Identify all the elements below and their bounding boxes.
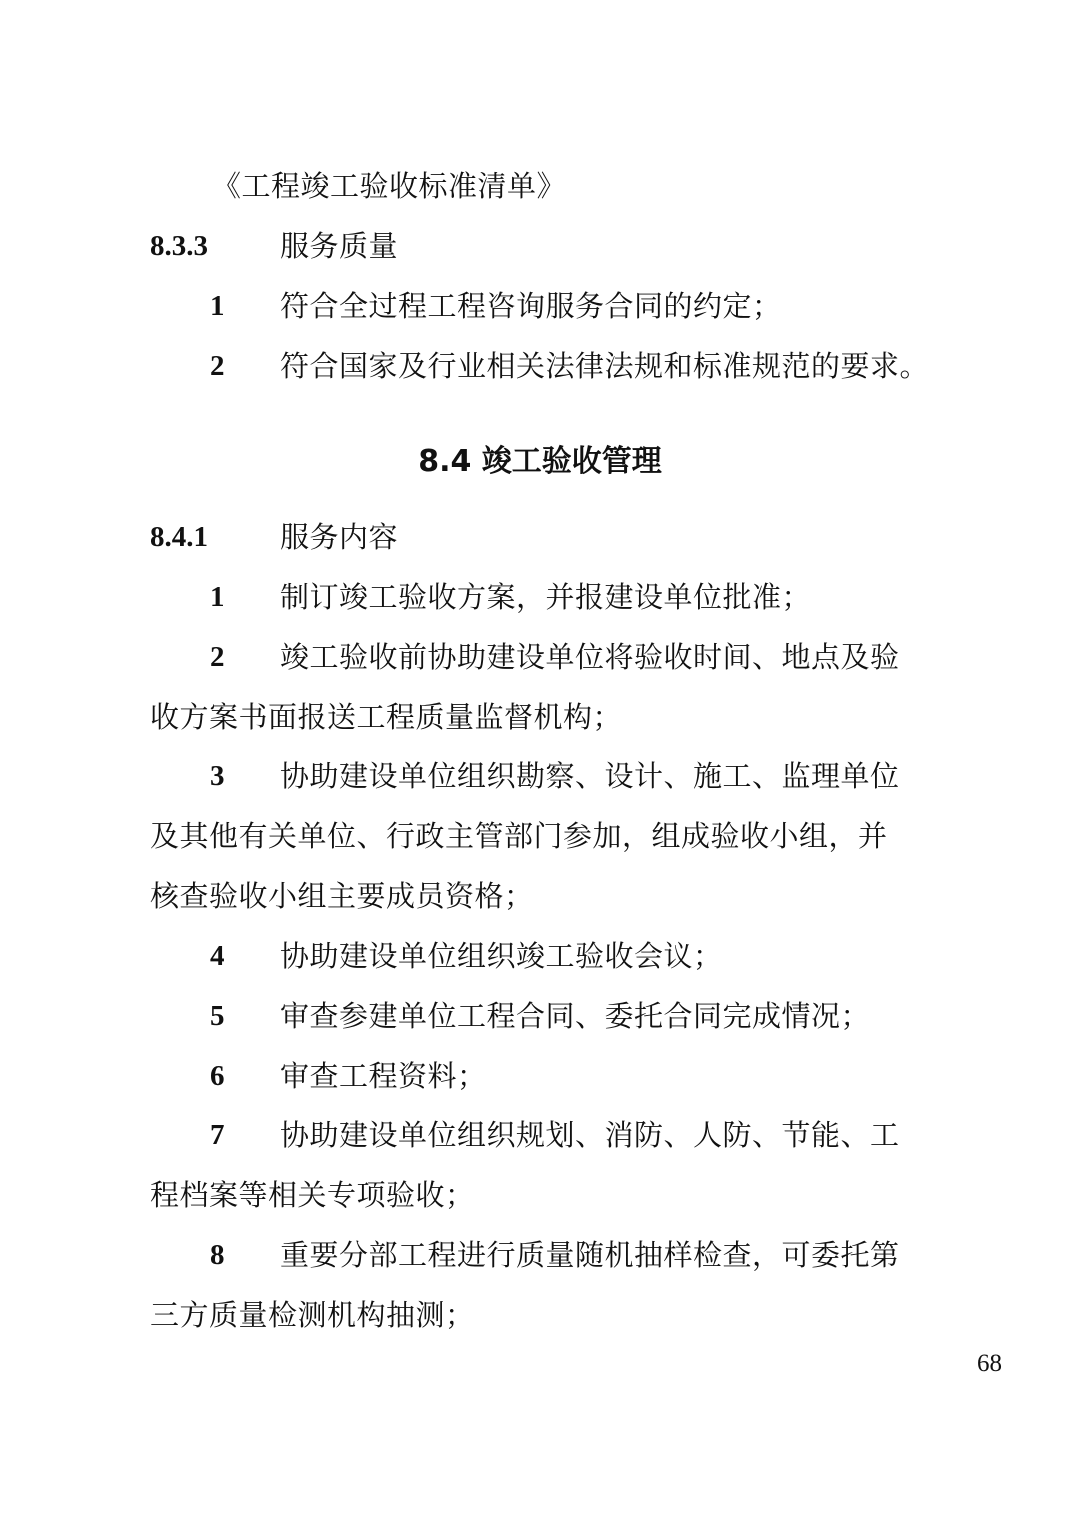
item-text: 符合全过程工程咨询服务合同的约定；	[280, 289, 782, 323]
item-number: 3	[210, 760, 225, 792]
item-text: 重要分部工程进行质量随机抽样检查，可委托第	[280, 1238, 900, 1272]
item-text-continued: 三方质量检测机构抽测；	[150, 1298, 475, 1332]
item-number: 6	[210, 1060, 225, 1092]
item-text: 审查工程资料；	[280, 1059, 487, 1093]
item-text: 审查参建单位工程合同、委托合同完成情况；	[280, 999, 871, 1033]
item-number: 1	[210, 290, 225, 322]
item-text-continued: 核查验收小组主要成员资格；	[150, 879, 534, 913]
clause-number-8-3-3: 8.3.3	[150, 230, 208, 262]
clause-number-8-4-1: 8.4.1	[150, 521, 208, 553]
item-text: 符合国家及行业相关法律法规和标准规范的要求。	[280, 349, 930, 383]
item-text-continued: 收方案书面报送工程质量监督机构；	[150, 700, 623, 734]
reference-line: 《工程竣工验收标准清单》	[212, 169, 567, 203]
item-text-continued: 及其他有关单位、行政主管部门参加，组成验收小组，并	[150, 819, 888, 853]
item-number: 2	[210, 641, 225, 673]
item-number: 1	[210, 581, 225, 613]
item-number: 5	[210, 1000, 225, 1032]
item-text: 竣工验收前协助建设单位将验收时间、地点及验	[280, 640, 900, 674]
item-number: 4	[210, 940, 225, 972]
item-text: 协助建设单位组织勘察、设计、施工、监理单位	[280, 759, 900, 793]
item-text: 协助建设单位组织竣工验收会议；	[280, 939, 723, 973]
clause-title-8-4-1: 服务内容	[280, 520, 399, 554]
item-text: 制订竣工验收方案，并报建设单位批准；	[280, 580, 812, 614]
clause-title-8-3-3: 服务质量	[280, 229, 399, 263]
item-number: 7	[210, 1119, 225, 1151]
item-number: 2	[210, 350, 225, 382]
item-number: 8	[210, 1239, 225, 1271]
page-number: 68	[977, 1350, 1002, 1377]
item-text-continued: 程档案等相关专项验收；	[150, 1178, 475, 1212]
section-heading-8-4: 8.4 竣工验收管理	[418, 444, 662, 479]
item-text: 协助建设单位组织规划、消防、人防、节能、工	[280, 1118, 900, 1152]
